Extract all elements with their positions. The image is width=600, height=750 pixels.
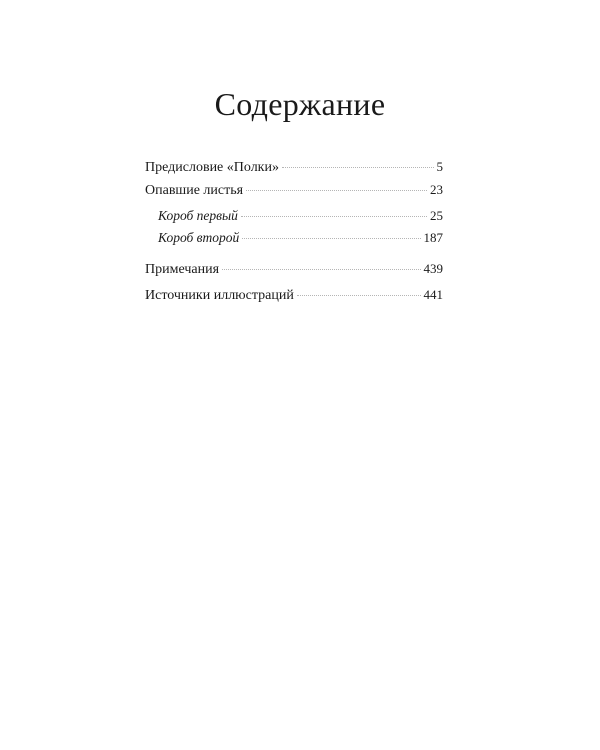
dot-leader xyxy=(282,167,434,168)
toc-entry-label: Короб первый xyxy=(158,208,238,223)
toc-entry-page: 23 xyxy=(430,182,443,197)
dot-leader xyxy=(246,190,427,191)
toc-entry-notes xyxy=(145,260,443,279)
toc-entry-preface xyxy=(145,158,443,177)
toc-entry-box-two xyxy=(145,229,443,247)
toc-entry-label: Короб второй xyxy=(158,230,240,245)
toc-entry-fallen-leaves xyxy=(145,181,443,200)
toc-entry-page: 5 xyxy=(436,159,443,174)
dot-leader xyxy=(242,238,420,239)
page-title: Содержание xyxy=(214,86,386,122)
dot-leader xyxy=(222,269,420,270)
table-of-contents xyxy=(145,158,443,305)
toc-entry-label: Предисловие «Полки» xyxy=(145,160,279,175)
toc-entry-label: Примечания xyxy=(145,262,220,277)
toc-entry-page: 439 xyxy=(423,261,443,276)
toc-entry-box-one xyxy=(145,207,443,225)
toc-entry-page: 441 xyxy=(423,287,443,302)
toc-entry-illustration-sources xyxy=(145,286,443,305)
dot-leader xyxy=(241,216,427,217)
dot-leader xyxy=(297,295,421,296)
toc-entry-label: Источники иллюстраций xyxy=(145,288,294,303)
toc-entry-label: Опавшие листья xyxy=(145,183,244,198)
toc-entry-page: 25 xyxy=(430,208,443,223)
toc-entry-page: 187 xyxy=(423,230,443,245)
